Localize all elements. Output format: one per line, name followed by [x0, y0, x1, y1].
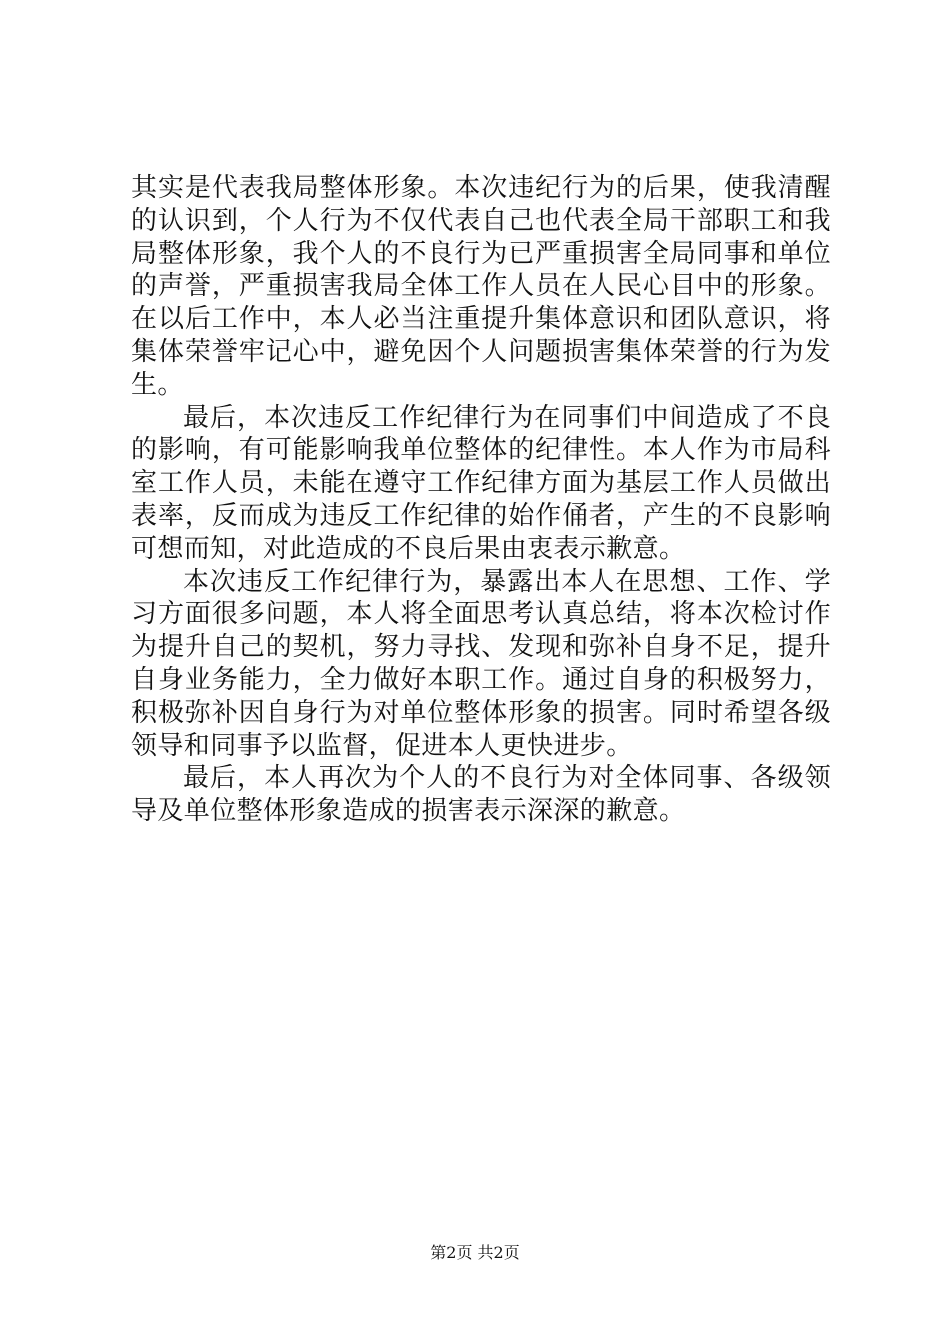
document-body — [131, 172, 831, 828]
paragraph-4: 最后，本人再次为个人的不良行为对全体同事、各级领导及单位整体形象造成的损害表示深深的歉意。 — [131, 763, 831, 827]
paragraph-1: 其实是代表我局整体形象。本次违纪行为的后果，使我清醒的认识到，个人行为不仅代表自己也代表全局干部职工和我局整体形象，我个人的不良行为已严重损害全局同事和单位的声誉，严重损害我局全体工作人员在人民心目中的形象。在以后工作中，本人必当注重提升集体意识和团队意识，将集体荣誉牢记心中，避免因个人问题损害集体荣誉的行为发生。 — [131, 173, 831, 400]
page-footer — [0, 1242, 950, 1264]
paragraph-2: 最后，本次违反工作纪律行为在同事们中间造成了不良的影响，有可能影响我单位整体的纪律性。本人作为市局科室工作人员，未能在遵守工作纪律方面为基层工作人员做出表率，反而成为违反工作纪律的始作俑者，产生的不良影响可想而知，对此造成的不良后果由衷表示歉意。 — [131, 402, 831, 564]
page-number-label: 第2页 共2页 — [430, 1243, 520, 1262]
paragraph-3: 本次违反工作纪律行为，暴露出本人在思想、工作、学习方面很多问题，本人将全面思考认真总结，将本次检讨作为提升自己的契机，努力寻找、发现和弥补自身不足，提升自身业务能力，全力做好本职工作。通过自身的积极努力，积极弥补因自身行为对单位整体形象的损害。同时希望各级领导和同事予以监督，促进本人更快进步。 — [131, 566, 831, 761]
